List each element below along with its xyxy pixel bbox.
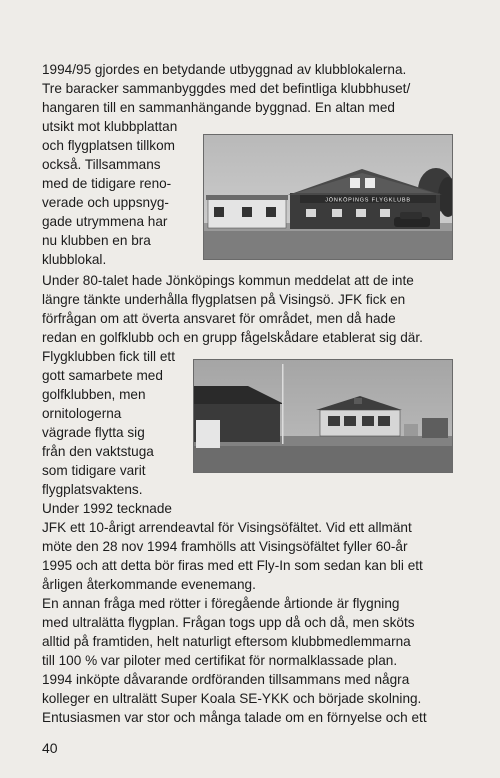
text-line: golfklubben, men	[42, 387, 146, 402]
text-line: vägrade flytta sig	[42, 425, 145, 440]
text-line: med de tidigare reno-	[42, 176, 172, 191]
text-line: 1994/95 gjordes en betydande utbyggnad av klubblokalerna.	[42, 62, 407, 77]
text-line: årligen återkommande evenemang.	[42, 577, 256, 592]
text-line: hangaren till en sammanhängande byggnad. En altan med	[42, 100, 395, 115]
page-number: 40	[42, 740, 58, 756]
text-line: ornitologerna	[42, 406, 122, 421]
guard-hut-photo	[193, 359, 453, 473]
text-line: nu klubben en bra	[42, 233, 151, 248]
text-line: möte den 28 nov 1994 framhölls att Visingsöfältet fyller 60-år	[42, 539, 408, 554]
text-line: längre tänkte underhålla flygplatsen på Visingsö. JFK fick en	[42, 292, 406, 307]
text-line: från den vaktstuga	[42, 444, 154, 459]
text-line: Flygklubben fick till ett	[42, 349, 175, 364]
text-line: Entusiasmen var stor och många talade om en förnyelse och ett	[42, 710, 427, 725]
clubhouse-photo-image	[204, 135, 452, 259]
text-line: Under 1992 tecknade	[42, 501, 172, 516]
text-line: alltid på framtiden, helt naturligt eftersom klubbmedlemmarna	[42, 634, 411, 649]
text-line: Under 80-talet hade Jönköpings kommun meddelat att de inte	[42, 273, 414, 288]
guard-hut-photo-image	[194, 360, 452, 472]
text-line: 1995 och att detta bör firas med ett Fly-In som sedan kan bli ett	[42, 558, 423, 573]
hangar-sign-text: JÖNKÖPINGS FLYGKLUBB	[325, 197, 411, 204]
clubhouse-photo	[203, 134, 453, 260]
text-line: Tre baracker sammanbyggdes med det befintliga klubbhuset/	[42, 81, 411, 96]
text-line: också. Tillsammans	[42, 157, 161, 172]
text-line: JFK ett 10-årigt arrendeavtal för Visingsöfältet. Vid ett allmänt	[42, 520, 412, 535]
text-line: redan en golfklubb och en grupp fågelskådare etablerat sig där.	[42, 330, 423, 345]
text-line: klubblokal.	[42, 252, 107, 267]
text-line: flygplatsvaktens.	[42, 482, 143, 497]
text-line: gott samarbete med	[42, 368, 163, 383]
text-line: En annan fråga med rötter i föregående årtionde är flygning	[42, 596, 400, 611]
text-line: gade utrymmena har	[42, 214, 168, 229]
text-line: och flygplatsen tillkom	[42, 138, 175, 153]
text-line: 1994 inköpte dåvarande ordföranden tillsammans med några	[42, 672, 410, 687]
text-line: med ultralätta flygplan. Frågan togs upp då och då, men sköts	[42, 615, 415, 630]
text-line: utsikt mot klubbplattan	[42, 119, 178, 134]
text-line: kolleger en ultralätt Super Koala SE-YKK och började skolning.	[42, 691, 422, 706]
text-line: förfrågan om att överta ansvaret för området, men då hade	[42, 311, 396, 326]
text-line: till 100 % var piloter med certifikat för normalklassade plan.	[42, 653, 398, 668]
text-line: som tidigare varit	[42, 463, 146, 478]
text-line: verade och uppsnyg-	[42, 195, 169, 210]
